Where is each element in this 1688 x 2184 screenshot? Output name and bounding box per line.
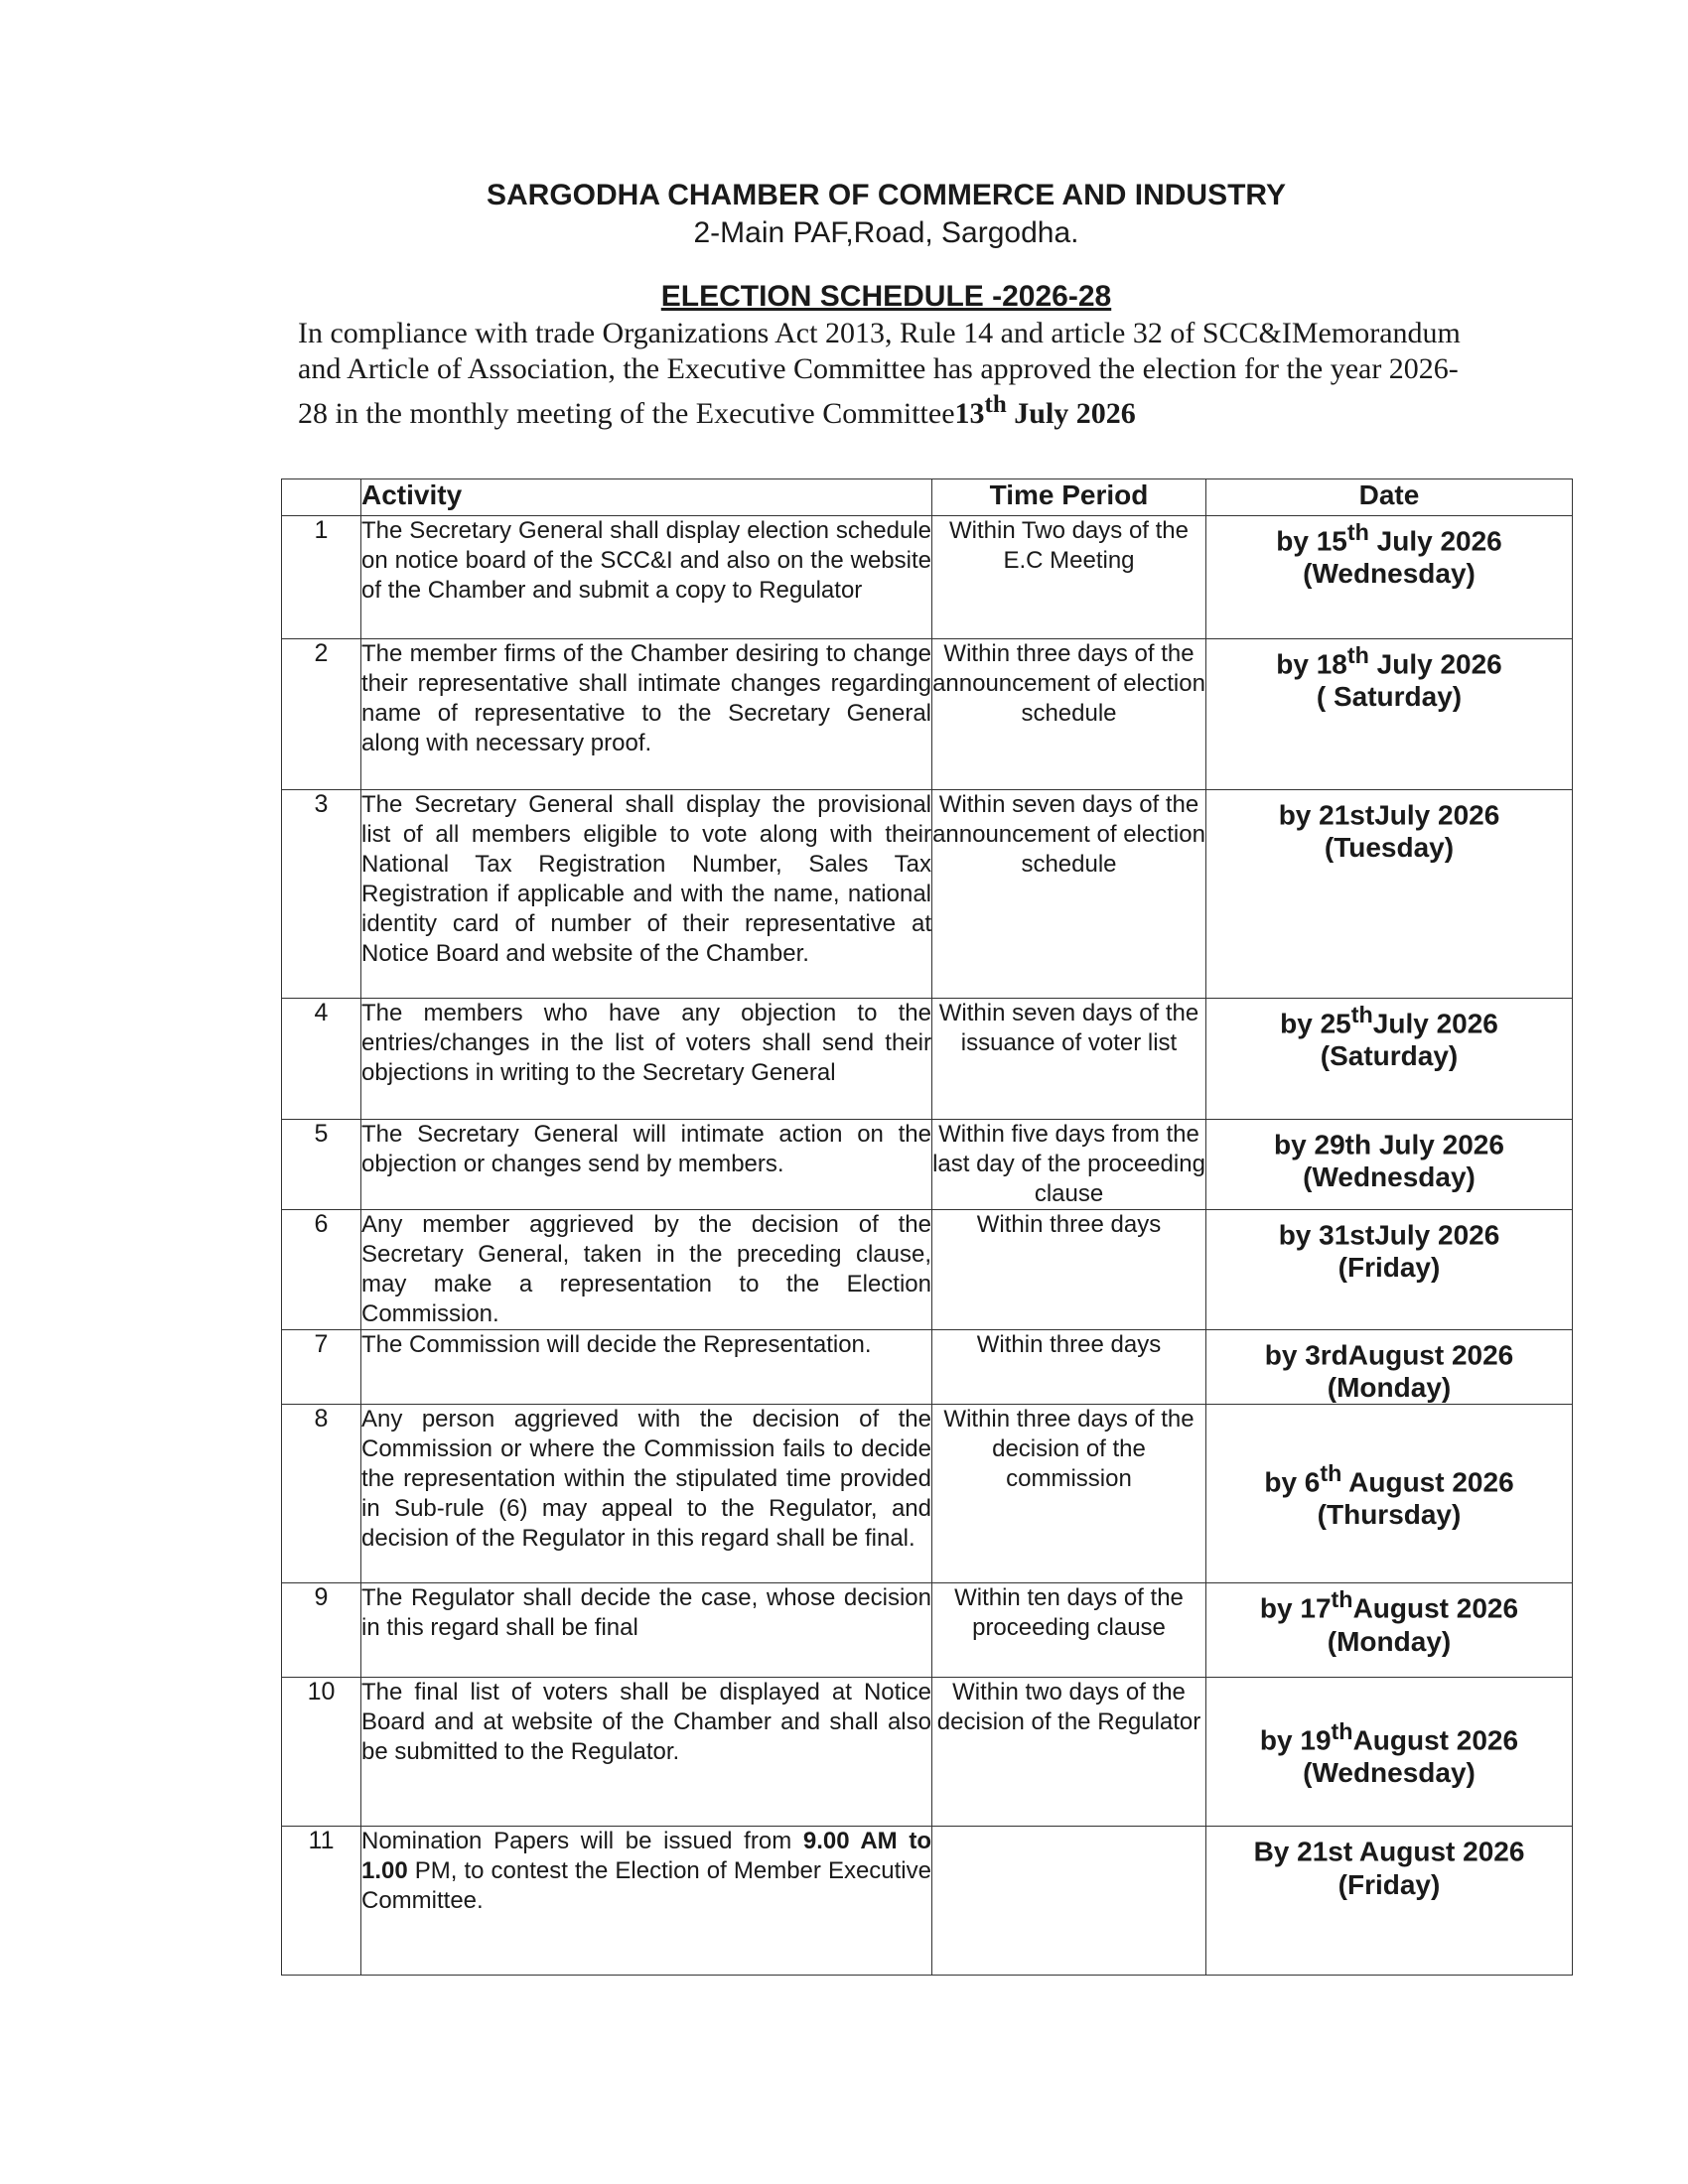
row-time-period: Within three days of the announcement of election schedule (932, 639, 1206, 790)
row-weekday: (Thursday) (1317, 1498, 1462, 1530)
row-activity: The Secretary General shall display election schedule on notice board of the SCC&I and also on the website of the Chamber and submit a copy to Regulator (361, 516, 932, 639)
row-date: by 25thJuly 2026 (Saturday) (1206, 999, 1573, 1120)
row-date: by 18th July 2026 ( Saturday) (1206, 639, 1573, 790)
row-number: 2 (282, 639, 361, 790)
row-date: by 3rdAugust 2026 (Monday) (1206, 1330, 1573, 1405)
schedule-title: ELECTION SCHEDULE -2026-28 (660, 280, 1112, 313)
row-number: 10 (282, 1678, 361, 1827)
row-number: 1 (282, 516, 361, 639)
intro-text: In compliance with trade Organizations Act 2013, Rule 14 and article 32 of SCC&IMemorandum and Article of Association, the Executive Committee has approved the election for the year 2026-28 in the monthly meeting of the Executive Committee (298, 317, 1461, 430)
row-weekday: (Monday) (1327, 1625, 1452, 1657)
row-number: 9 (282, 1583, 361, 1678)
row-date: by 17thAugust 2026 (Monday) (1206, 1583, 1573, 1678)
table-row (282, 639, 1573, 790)
row-number: 3 (282, 790, 361, 999)
row-activity: The Secretary General will intimate action on the objection or changes send by members. (361, 1120, 932, 1210)
election-schedule-table (281, 478, 1573, 1976)
row-weekday: ( Saturday) (1316, 681, 1463, 713)
row-number: 5 (282, 1120, 361, 1210)
row-activity: Any member aggrieved by the decision of the Secretary General, taken in the preceding clause, may make a representation to the Election Commission. (361, 1210, 932, 1330)
header-activity: Activity (361, 479, 932, 516)
row-time-period: Within Two days of the E.C Meeting (932, 516, 1206, 639)
table-row (282, 1120, 1573, 1210)
row-activity: The members who have any objection to the entries/changes in the list of voters shall send their objections in writing to the Secretary General (361, 999, 932, 1120)
row-activity: The Regulator shall decide the case, whose decision in this regard shall be final (361, 1583, 932, 1678)
table-row (282, 516, 1573, 639)
row-weekday: (Friday) (1337, 1252, 1441, 1284)
row-date: by 19thAugust 2026 (Wednesday) (1206, 1678, 1573, 1827)
row-date: by 15th July 2026 (Wednesday) (1206, 516, 1573, 639)
table-row (282, 1405, 1573, 1583)
row-time-period: Within seven days of the announcement of election schedule (932, 790, 1206, 999)
row-date: by 29th July 2026 (Wednesday) (1206, 1120, 1573, 1210)
row-activity: The member firms of the Chamber desiring to change their representative shall intimate changes regarding name of representative to the Secretary General along with necessary proof. (361, 639, 932, 790)
row-date: by 21stJuly 2026 (Tuesday) (1206, 790, 1573, 999)
table-row (282, 1210, 1573, 1330)
row-time-period: Within ten days of the proceeding clause (932, 1583, 1206, 1678)
table-row (282, 790, 1573, 999)
header-time-period: Time Period (932, 479, 1206, 516)
table-row (282, 1583, 1573, 1678)
row-date: By 21st August 2026 (Friday) (1206, 1827, 1573, 1976)
row-weekday: (Wednesday) (1303, 1756, 1476, 1788)
row-weekday: (Wednesday) (1303, 558, 1476, 590)
row-number: 8 (282, 1405, 361, 1583)
table-row (282, 1678, 1573, 1827)
row-time-period: Within three days (932, 1330, 1206, 1405)
row-activity: Nomination Papers will be issued from 9.00 AM to 1.00 PM, to contest the Election of Member Executive Committee. (361, 1827, 932, 1976)
row-date: by 31stJuly 2026 (Friday) (1206, 1210, 1573, 1330)
row-activity: The Commission will decide the Representation. (361, 1330, 932, 1405)
row-time-period (932, 1827, 1206, 1976)
row-weekday: (Monday) (1327, 1372, 1452, 1404)
row-time-period: Within three days (932, 1210, 1206, 1330)
row-number: 4 (282, 999, 361, 1120)
header-number (282, 479, 361, 516)
organization-address: 2-Main PAF,Road, Sargodha. (693, 216, 1079, 249)
row-activity: The Secretary General shall display the provisional list of all members eligible to vote along with their National Tax Registration Number, Sales Tax Registration if applicable and with the name, national identity card of number of their representative at Notice Board and website of the Chamber. (361, 790, 932, 999)
table-row (282, 999, 1573, 1120)
row-time-period: Within five days from the last day of the proceeding clause (932, 1120, 1206, 1210)
row-number: 7 (282, 1330, 361, 1405)
row-activity: Any person aggrieved with the decision of the Commission or where the Commission fails to decide the representation within the stipulated time provided in Sub-rule (6) may appeal to the Regulator, and decision of the Regulator in this regard shall be final. (361, 1405, 932, 1583)
table-header-row (282, 479, 1573, 516)
row-weekday: (Friday) (1337, 1868, 1441, 1900)
row-number: 6 (282, 1210, 361, 1330)
header-date: Date (1206, 479, 1573, 516)
row-time-period: Within two days of the decision of the Regulator (932, 1678, 1206, 1827)
row-time-period: Within seven days of the issuance of voter list (932, 999, 1206, 1120)
row-weekday: (Tuesday) (1324, 832, 1455, 864)
table-row (282, 1330, 1573, 1405)
row-date: by 6th August 2026 (Thursday) (1206, 1405, 1573, 1583)
row-number: 11 (282, 1827, 361, 1976)
row-activity: The final list of voters shall be displayed at Notice Board and at website of the Chamber and shall also be submitted to the Regulator. (361, 1678, 932, 1827)
organization-name: SARGODHA CHAMBER OF COMMERCE AND INDUSTRY (487, 179, 1286, 211)
intro-meeting-date: 13th July 2026 (954, 391, 1136, 430)
row-weekday: (Wednesday) (1303, 1161, 1476, 1193)
table-row (282, 1827, 1573, 1976)
row-time-period: Within three days of the decision of the commission (932, 1405, 1206, 1583)
intro-paragraph (298, 316, 1470, 432)
row-weekday: (Saturday) (1320, 1040, 1459, 1072)
